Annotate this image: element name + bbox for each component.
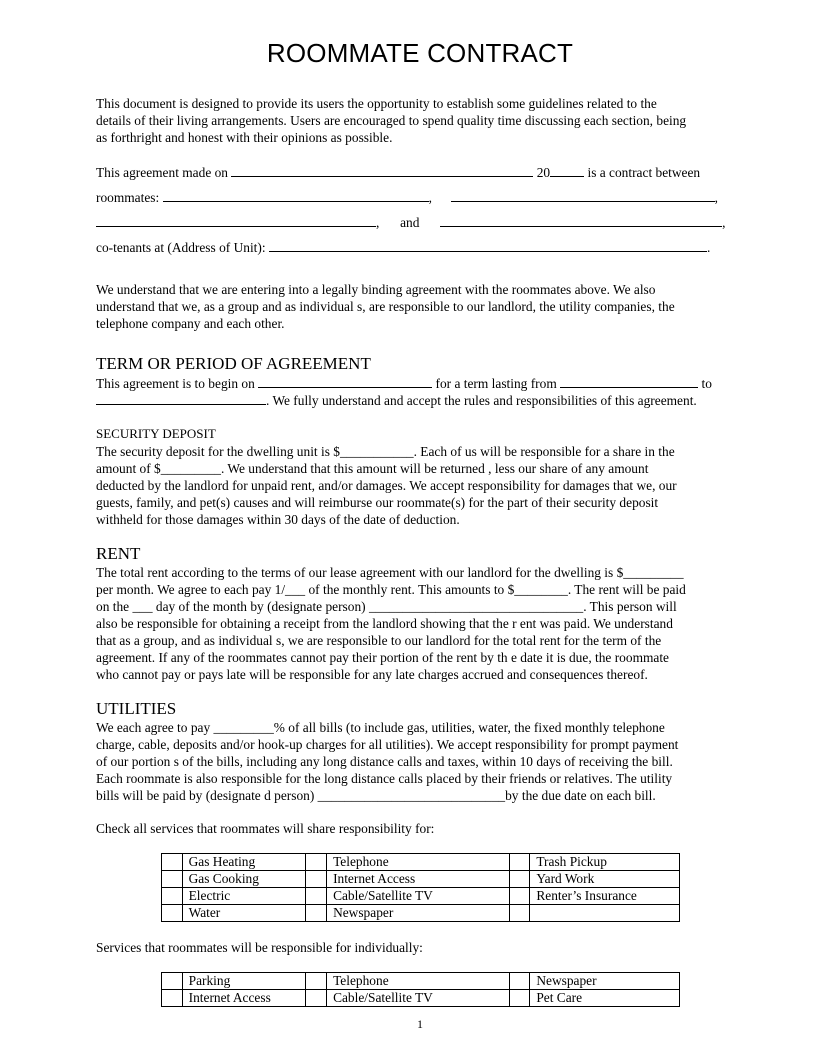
rent-line: that as a group, and as individual s, we are responsible to our landlord for the total rent for the term of the [96, 633, 662, 648]
term-begin-row [96, 375, 712, 392]
service-checkbox[interactable] [306, 888, 327, 905]
security-heading: SECURITY DEPOSIT [96, 426, 216, 441]
security-line: withheld for those damages within 30 days of the date of deduction. [96, 512, 460, 527]
utilities-heading: UTILITIES [96, 699, 177, 718]
and-label: and [400, 215, 420, 230]
rent-line: agreement. If any of the roommates cannot pay their portion of the rent by th e date it is due, the roommate [96, 650, 670, 665]
utilities-line: We each agree to pay _________% of all bills (to include gas, utilities, water, the fixed monthly telephone [96, 720, 665, 735]
document-title: ROOMMATE CONTRACT [266, 38, 574, 68]
service-name: Newspaper [530, 973, 680, 990]
service-checkbox[interactable] [509, 871, 530, 888]
term-from-field[interactable] [560, 375, 698, 388]
rent-paragraph [96, 564, 742, 683]
term-accept-text: . We fully understand and accept the rules and responsibilities of this agreement. [266, 393, 697, 408]
shared-services-label: Check all services that roommates will share responsibility for: [96, 821, 435, 836]
table-row [162, 888, 680, 905]
roommate-name-field[interactable] [96, 214, 376, 227]
utilities-line: bills will be paid by (designate d person) ____________________________by the due date on each bill. [96, 788, 656, 803]
service-checkbox[interactable] [162, 871, 183, 888]
binding-line: understand that we, as a group and as individual s, are responsible to our landlord, the utility companies, the [96, 299, 675, 314]
rent-heading: RENT [96, 544, 141, 563]
agreement-date-field[interactable] [231, 164, 533, 177]
service-checkbox[interactable] [162, 990, 183, 1007]
service-name: Parking [182, 973, 306, 990]
service-checkbox[interactable] [306, 854, 327, 871]
service-name: Cable/Satellite TV [327, 888, 510, 905]
table-row [162, 854, 680, 871]
table-row [162, 871, 680, 888]
service-checkbox[interactable] [162, 854, 183, 871]
intro-paragraph [96, 95, 742, 146]
service-checkbox[interactable] [306, 905, 327, 922]
intro-line: This document is designed to provide its users the opportunity to establish some guidelines related to the [96, 96, 657, 111]
roommates-row [96, 189, 718, 206]
unit-address-field[interactable] [269, 239, 707, 252]
service-checkbox[interactable] [509, 888, 530, 905]
service-name: Pet Care [530, 990, 680, 1007]
term-to-label: to [701, 376, 712, 391]
shared-services-table [161, 853, 680, 922]
security-line: amount of $_________. We understand that this amount will be returned , less our share of any amount [96, 461, 649, 476]
cotenants-row [96, 239, 710, 256]
service-name: Trash Pickup [530, 854, 680, 871]
intro-line: details of their living arrangements. Users are encouraged to spend quality time discussing each section, being [96, 113, 687, 128]
rent-line: on the ___ day of the month by (designate person) ________________________________. This person will [96, 599, 677, 614]
term-lasting-label: for a term lasting from [435, 376, 557, 391]
rent-line: The total rent according to the terms of our lease agreement with our landlord for the dwelling is $_________ [96, 565, 684, 580]
intro-line: as forthright and honest with their opinions as possible. [96, 130, 393, 145]
period: . [706, 240, 711, 255]
service-name: Gas Cooking [182, 871, 306, 888]
individual-services-label: Services that roommates will be responsible for individually: [96, 940, 423, 955]
service-name [530, 905, 680, 922]
service-checkbox[interactable] [306, 990, 327, 1007]
binding-paragraph [96, 281, 742, 332]
service-checkbox[interactable] [509, 905, 530, 922]
roommate-name-field[interactable] [451, 189, 715, 202]
utilities-paragraph [96, 719, 742, 804]
security-line: deducted by the landlord for unpaid rent, and/or damages. We accept responsibility for damages that we, our [96, 478, 677, 493]
roommates-label: roommates: [96, 190, 160, 205]
service-name: Newspaper [327, 905, 510, 922]
service-name: Renter’s Insurance [530, 888, 680, 905]
service-checkbox[interactable] [509, 990, 530, 1007]
service-name: Water [182, 905, 306, 922]
service-checkbox[interactable] [162, 905, 183, 922]
year-prefix: 20 [536, 165, 551, 180]
security-line: guests, family, and pet(s) causes and will reimburse our roommate(s) for the part of their security deposit [96, 495, 659, 510]
service-name: Yard Work [530, 871, 680, 888]
utilities-line: charge, cable, deposits and/or hook-up charges for all utilities). We accept responsibility for prompt payment [96, 737, 679, 752]
binding-line: telephone company and each other. [96, 316, 285, 331]
service-name: Internet Access [182, 990, 306, 1007]
utilities-line: of our portion s of the bills, including any long distance calls and taxes, within 10 days of receiving the bill. [96, 754, 673, 769]
comma: , [376, 215, 380, 230]
rent-line: per month. We agree to each pay 1/___ of the monthly rent. This amounts to $________. The rent will be paid [96, 582, 686, 597]
term-to-field[interactable] [96, 392, 266, 405]
individual-services-table [161, 972, 680, 1007]
roommate-name-field[interactable] [440, 214, 722, 227]
table-row [162, 973, 680, 990]
term-begin-field[interactable] [258, 375, 432, 388]
made-on-label: This agreement made on [96, 165, 228, 180]
comma: , [722, 215, 726, 230]
service-name: Telephone [327, 973, 510, 990]
cotenants-label: co-tenants at (Address of Unit): [96, 240, 266, 255]
security-paragraph [96, 443, 742, 528]
roommates-row-2 [96, 214, 726, 231]
term-begin-label: This agreement is to begin on [96, 376, 255, 391]
rent-line: also be responsible for obtaining a receipt from the landlord showing that the r ent was paid. We understand [96, 616, 673, 631]
service-checkbox[interactable] [306, 871, 327, 888]
security-line: The security deposit for the dwelling unit is $___________. Each of us will be responsible for a share in the [96, 444, 675, 459]
service-name: Telephone [327, 854, 510, 871]
agreement-date-row [96, 164, 700, 181]
service-checkbox[interactable] [162, 973, 183, 990]
service-name: Electric [182, 888, 306, 905]
binding-line: We understand that we are entering into a legally binding agreement with the roommates above. We also [96, 282, 656, 297]
contract-between-label: is a contract between [587, 165, 701, 180]
service-checkbox[interactable] [306, 973, 327, 990]
roommate-name-field[interactable] [163, 189, 429, 202]
comma: , [714, 190, 719, 205]
utilities-line: Each roommate is also responsible for the long distance calls placed by their friends or relatives. The utility [96, 771, 673, 786]
rent-line: who cannot pay or pays late will be responsible for any late charges accrued and consequences thereof. [96, 667, 648, 682]
service-checkbox[interactable] [509, 854, 530, 871]
table-row [162, 905, 680, 922]
service-name: Internet Access [327, 871, 510, 888]
term-end-row [96, 392, 697, 409]
page-number: 1 [417, 1017, 423, 1031]
service-name: Gas Heating [182, 854, 306, 871]
comma: , [428, 190, 432, 205]
service-name: Cable/Satellite TV [327, 990, 510, 1007]
table-row [162, 990, 680, 1007]
service-checkbox[interactable] [162, 888, 183, 905]
service-checkbox[interactable] [509, 973, 530, 990]
term-heading: TERM OR PERIOD OF AGREEMENT [96, 354, 371, 373]
year-field[interactable] [550, 164, 584, 177]
